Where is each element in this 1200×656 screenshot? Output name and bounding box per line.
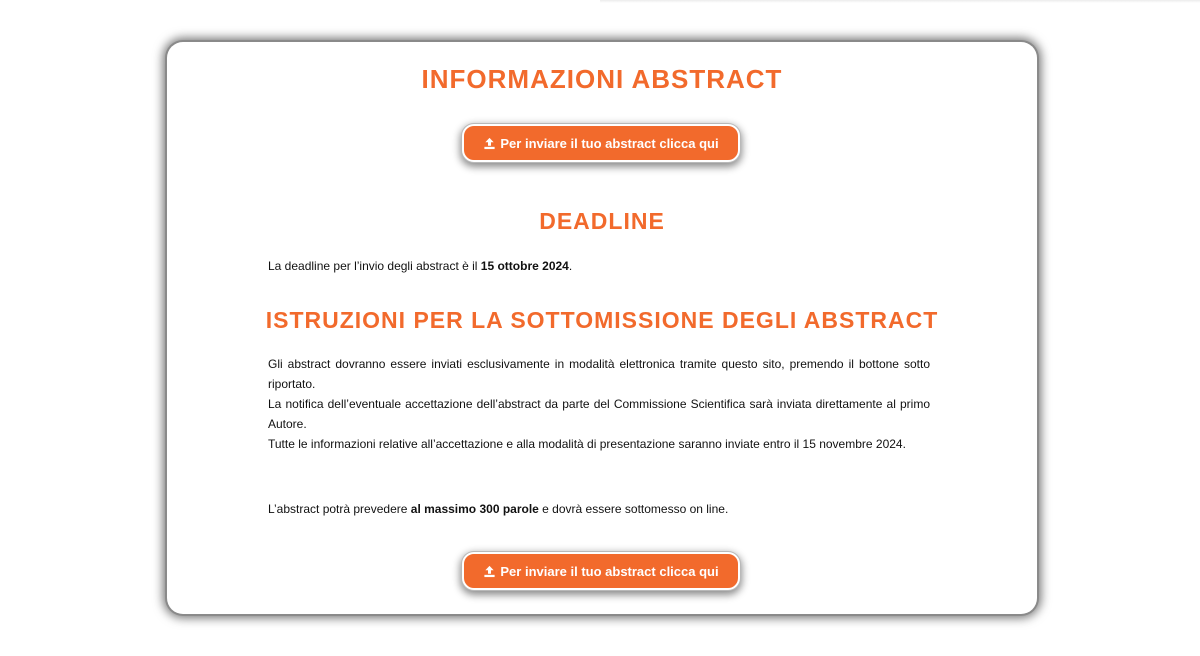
upload-icon [483,137,496,150]
page-title: INFORMAZIONI ABSTRACT [421,64,783,94]
abstract-info-card [167,42,1037,614]
instructions-body [268,354,930,454]
word-limit-after: e dovrà essere sottomesso on line. [538,502,729,516]
deadline-text-after: . [568,259,573,273]
word-limit-before: L’abstract potrà prevedere [268,502,411,516]
instructions-line-2: La notifica dell’eventuale accettazione dell’abstract da parte del Commissione Scientifica sarà inviata direttamente al primo Autore. [268,397,930,431]
submit-abstract-button-top[interactable] [462,124,740,162]
instructions-line-3: Tutte le informazioni relative all’accettazione e alla modalità di presentazione saranno inviate entro il 15 novembre 2024. [268,437,906,451]
upload-icon [483,565,496,578]
instructions-heading: ISTRUZIONI PER LA SOTTOMISSIONE DEGLI ABSTRACT [265,307,939,333]
instructions-line-1: Gli abstract dovranno essere inviati esclusivamente in modalità elettronica tramite questo sito, premendo il bottone sotto riportato. [268,357,930,391]
submit-abstract-label: Per inviare il tuo abstract clicca qui [500,563,719,579]
deadline-heading: DEADLINE [539,208,665,234]
deadline-text [268,256,930,276]
submit-abstract-label: Per inviare il tuo abstract clicca qui [500,135,719,151]
deadline-text-before: La deadline per l’invio degli abstract è il [268,259,481,273]
deadline-date: 15 ottobre 2024 [480,259,569,273]
top-divider [600,0,1200,3]
submit-abstract-button-bottom[interactable] [462,552,740,590]
word-limit-bold: al massimo 300 parole [410,502,539,516]
word-limit-text [268,499,930,519]
